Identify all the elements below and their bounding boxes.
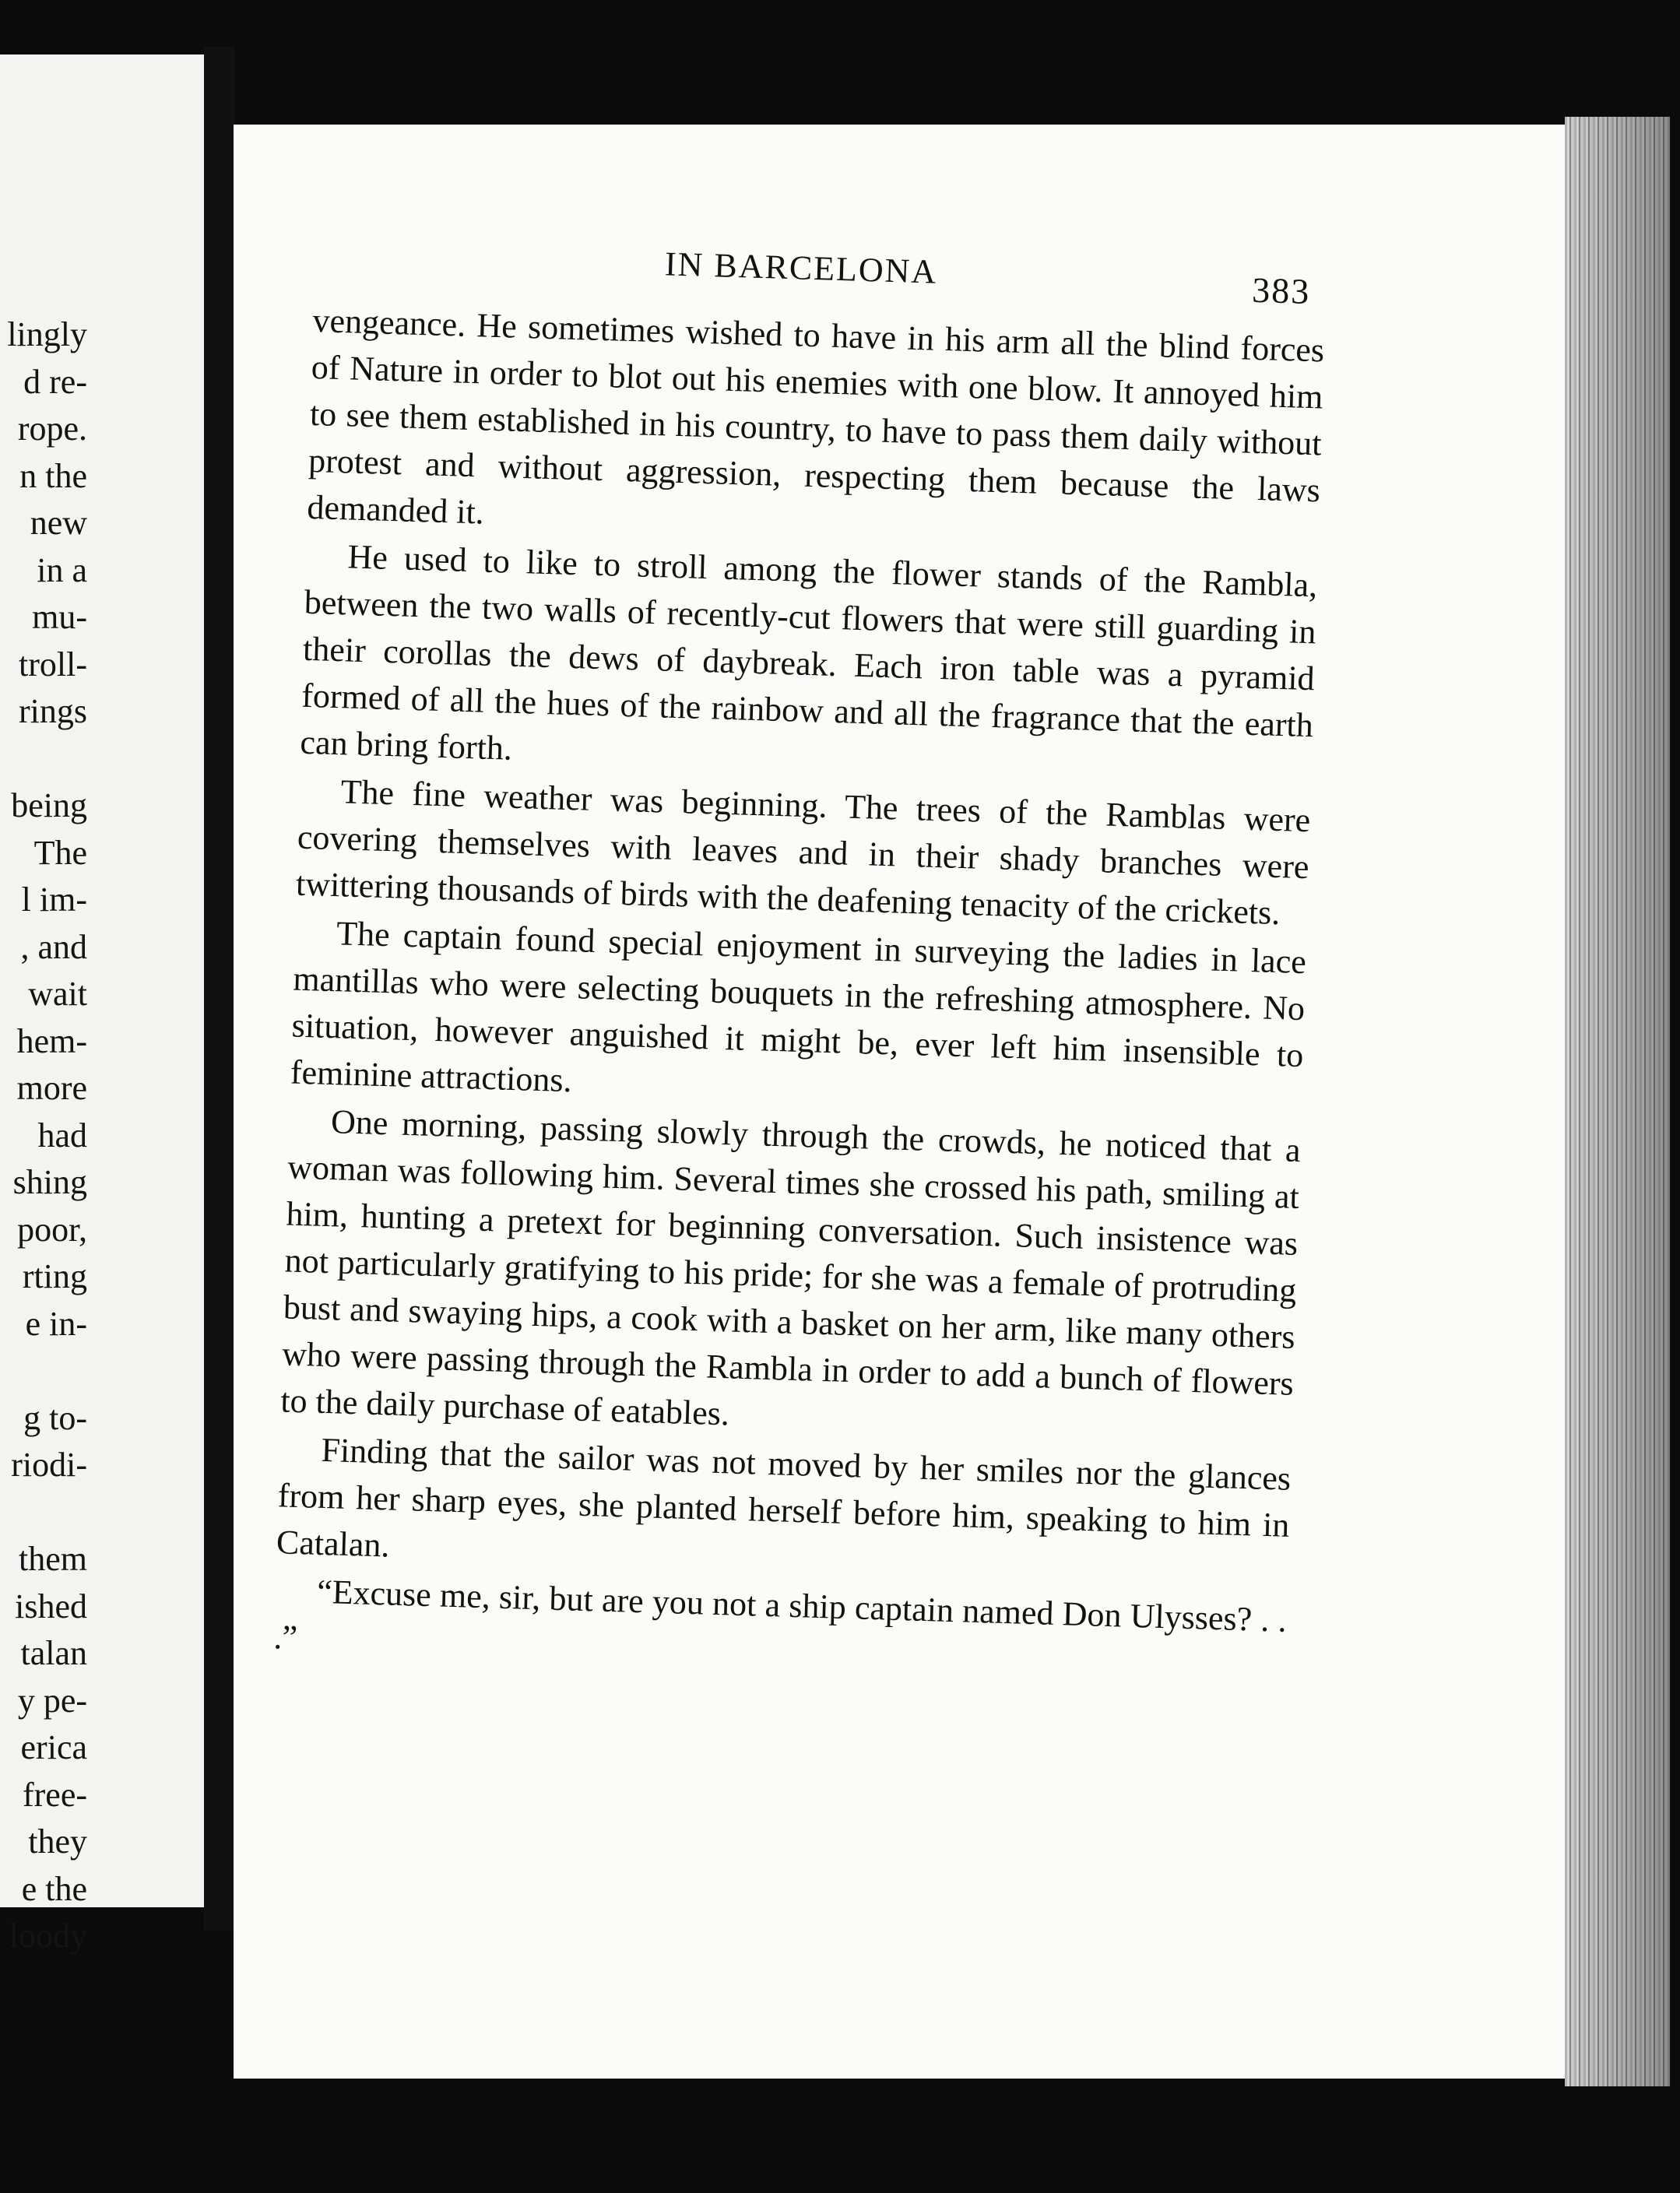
left-page-line: n the <box>19 456 87 495</box>
left-page-line: talan <box>20 1634 87 1672</box>
paragraph-captain-enjoyment: The captain found special enjoyment in surveying the ladies in lace mantillas who were selecting bouquets in the refreshing atmosphere. No situation, however anguished it might be, ever left him insensible to feminine attractions. <box>290 914 1307 1100</box>
left-page-line: e in- <box>25 1304 87 1343</box>
left-page-line: had <box>37 1116 87 1154</box>
paragraph-flower-stands: He used to like to stroll among the flower stands of the Rambla, between the two walls of recently-cut flowers that were still guarding in their corollas the dews of daybreak. Each iron table was a pyramid formed of all the hues of the rainbow and all the fragrance that the earth can bring forth. <box>299 537 1318 768</box>
left-page-line: new <box>30 504 87 542</box>
left-page-line: y pe- <box>17 1681 87 1720</box>
running-head-title: IN BARCELONA <box>664 244 938 291</box>
paragraph-dialogue: “Excuse me, sir, but are you not a ship captain named Don Ulysses? . . .” <box>272 1572 1288 1657</box>
left-page-line: ished <box>15 1587 87 1625</box>
left-page-line: loody <box>9 1917 87 1955</box>
left-page-line: wait <box>28 975 87 1013</box>
left-page-line: The <box>33 833 87 872</box>
left-page-line: lingly <box>7 315 87 353</box>
left-page-line: riodi- <box>11 1446 87 1484</box>
left-page-line: them <box>19 1540 87 1578</box>
paragraph-continuation: vengeance. He sometimes wished to have in his arm all the blind forces of Nature in order to blot out his enemies with one blow. It annoyed him to see them established in his country, to have to pass them daily without protest and without aggression, respecting them because the laws demanded it. <box>306 300 1325 532</box>
left-page-line: e the <box>21 1869 87 1908</box>
left-page-line: in a <box>37 550 87 589</box>
paragraph-catalan: Finding that the sailor was not moved by her smiles nor the glances from her sharp eyes, she planted herself before him, speaking to him in Catalan. <box>276 1430 1292 1565</box>
left-page-line: shing <box>12 1163 87 1201</box>
left-page-line: free- <box>22 1775 87 1814</box>
left-page-line: l im- <box>21 880 87 919</box>
left-page-line: being <box>11 786 87 824</box>
page-fore-edge-shade <box>1565 117 1670 2086</box>
left-page-line <box>7 1489 87 1537</box>
page-number: 383 <box>1251 269 1312 311</box>
paragraph-woman-following: One morning, passing slowly through the crowds, he noticed that a woman was following him. Several times she crossed his path, smiling at him, hunting a pretext for beginning conversation. Such insistence was not particularly gratifying to his pride; for she was a female of protruding bust and swaying hips, a cook with a basket on her arm, like many others who were passing through the Rambla in order to add a bunch of flowers to the daily purchase of eatables. <box>279 1102 1302 1433</box>
book-gutter <box>204 47 235 1931</box>
left-page-text <box>7 311 87 1960</box>
left-page-line: rting <box>22 1257 87 1295</box>
left-page-line: erica <box>20 1728 87 1766</box>
left-page-line: they <box>28 1822 87 1861</box>
left-page <box>0 54 204 1955</box>
left-page-line: troll- <box>19 645 87 684</box>
left-page-line <box>7 736 87 783</box>
left-page-line: , and <box>20 927 87 966</box>
left-page-line: more <box>16 1069 87 1107</box>
left-page-line <box>7 1348 87 1395</box>
left-page-line: g to- <box>23 1398 87 1437</box>
left-page-line: d re- <box>23 362 87 401</box>
page-text-block <box>273 234 1327 1691</box>
left-page-line: mu- <box>32 598 87 636</box>
left-page-line: hem- <box>16 1021 87 1060</box>
paragraph-fine-weather: The fine weather was beginning. The trees of the Ramblas were covering themselves with leaves and in their shady branches were twittering thousands of birds with the deafening tenacity of the crickets. <box>295 772 1311 933</box>
left-page-line: rings <box>19 692 87 730</box>
left-page-line: poor, <box>17 1210 87 1249</box>
left-page-line: rope. <box>17 409 87 448</box>
